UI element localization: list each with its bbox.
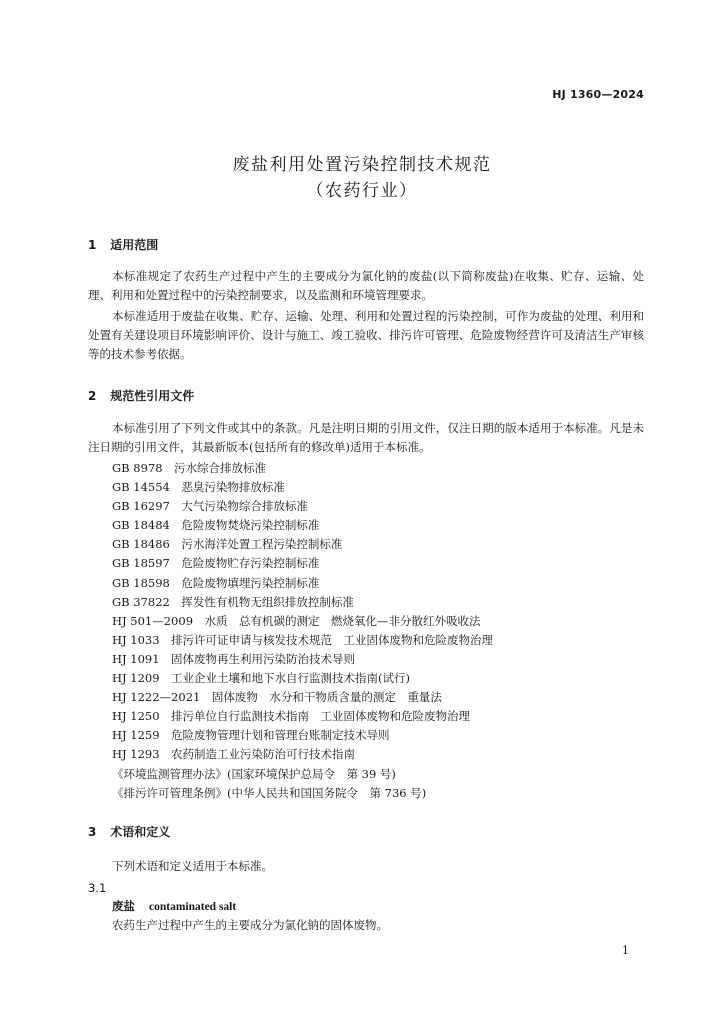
section-title: 适用范围 <box>110 238 159 252</box>
section-title: 规范性引用文件 <box>110 389 195 403</box>
term-entry <box>112 898 236 914</box>
reference-item: HJ 1033 排污许可证申请与核发技术规范 工业固体废物和危险废物治理 <box>112 632 494 647</box>
section-1-paragraph-1: 本标准规定了农药生产过程中产生的主要成分为氯化钠的废盐(以下简称废盐)在收集、贮存、运输、处理、利用和处置过程中的污染控制要求，以及监测和环境管理要求。 <box>88 269 644 302</box>
reference-item: GB 18486 污水海洋处置工程污染控制标准 <box>112 537 343 552</box>
reference-item: GB 14554 恶臭污染物排放标准 <box>112 480 285 495</box>
page-number: 1 <box>622 944 629 957</box>
section-3-heading <box>88 823 170 840</box>
document-title: 废盐利用处置污染控制技术规范 <box>232 155 492 175</box>
reference-item: HJ 1293 农药制造工业污染防治可行技术指南 <box>112 747 356 762</box>
reference-item: GB 18598 危险废物填埋污染控制标准 <box>112 575 320 590</box>
section-number: 2 <box>88 389 97 403</box>
standard-code: HJ 1360—2024 <box>552 88 644 101</box>
section-2-heading <box>88 387 194 404</box>
term-chinese: 废盐 <box>112 899 135 913</box>
term-english: contaminated salt <box>149 901 237 913</box>
section-1-paragraph-2: 本标准适用于废盐在收集、贮存、运输、处理、利用和处置过程的污染控制，可作为废盐的处理、利用和处置有关建设项目环境影响评价、设计与施工、竣工验收、排污许可管理、危险废物经营许可及清洁生产审核等的技术参考依据。 <box>88 309 644 361</box>
reference-item: GB 18484 危险废物焚烧污染控制标准 <box>112 518 320 533</box>
term-number: 3.1 <box>88 881 107 895</box>
section-1-heading <box>88 236 158 253</box>
reference-item: GB 37822 挥发性有机物无组织排放控制标准 <box>112 594 354 609</box>
section-number: 3 <box>88 825 97 839</box>
reference-list <box>112 459 493 803</box>
reference-item: GB 8978 污水综合排放标准 <box>112 461 267 475</box>
reference-item: HJ 1209 工业企业土壤和地下水自行监测技术指南(试行) <box>112 671 411 686</box>
reference-item: 《环境监测管理办法》(国家环境保护总局令 第 39 号) <box>112 766 396 781</box>
section-title: 术语和定义 <box>110 825 171 839</box>
reference-item: GB 18597 危险废物贮存污染控制标准 <box>112 556 320 571</box>
reference-item: HJ 1250 排污单位自行监测技术指南 工业固体废物和危险废物治理 <box>112 709 471 724</box>
reference-item: HJ 1222—2021 固体废物 水分和干物质含量的测定 重量法 <box>112 690 442 705</box>
term-definition: 农药生产过程中产生的主要成分为氯化钠的固体废物。 <box>112 918 388 932</box>
section-2-paragraph-1: 本标准引用了下列文件或其中的条款。凡是注明日期的引用文件，仅注日期的版本适用于本标准。凡是未注日期的引用文件，其最新版本(包括所有的修改单)适用于本标准。 <box>88 421 644 454</box>
reference-item: HJ 501—2009 水质 总有机碳的测定 燃烧氧化—非分散红外吸收法 <box>112 613 481 628</box>
document-subtitle: （农药行业） <box>306 181 418 201</box>
reference-item: 《排污许可管理条例》(中华人民共和国国务院令 第 736 号) <box>112 785 427 800</box>
reference-item: HJ 1091 固体废物再生利用污染防治技术导则 <box>112 651 356 666</box>
reference-item: GB 16297 大气污染物综合排放标准 <box>112 499 308 514</box>
reference-item: HJ 1259 危险废物管理计划和管理台账制定技术导则 <box>112 728 390 743</box>
section-number: 1 <box>88 238 97 252</box>
section-3-paragraph-1: 下列术语和定义适用于本标准。 <box>112 859 273 873</box>
